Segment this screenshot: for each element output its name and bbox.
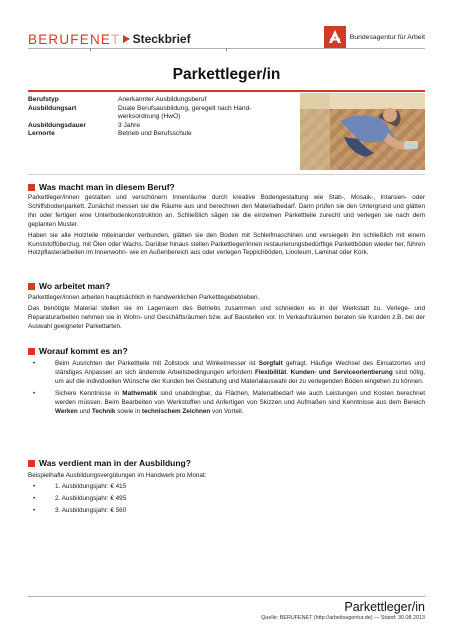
paragraph: Haben sie alle Holzteile miteinander verbunden, glätten sie den Boden mit Schleifmaschinen und versiegeln ihn schließlich mit einem Kunststoffüberzug, mit Ölen oder Wachs. Darüber hinaus stellen Parkettleger/innen restaurierungsbedürftige Parkettböden wieder her, führen Holzpflasterarbeiten im Innenwohn- wie im Außenbereich aus oder verlegen Teppichböden, Linoleum, Laminat oder Kork. [28, 231, 425, 257]
info-top-rule [28, 90, 425, 92]
bullet: • [33, 360, 36, 367]
page-title: Parkettleger/in [172, 66, 281, 83]
info-label: Berufstyp [28, 96, 59, 103]
section-body [28, 472, 425, 519]
header-tick [226, 48, 227, 51]
text-run: sind unabdingbar, da Flächen, Materialbedarf wie auch Leistungen und Kosten berechnet werden müssen. Beim Bearbeiten von Werkstoffen und Anfertigen von Skizzen und Aufmaßen sind Kenntnisse aus dem Bereich [55, 389, 426, 406]
info-row [28, 122, 278, 131]
footer-title: Parkettleger/in [344, 600, 425, 614]
agency-name: Bundesagentur für Arbeit [349, 33, 425, 41]
salary-item: 2. Ausbildungsjahr: € 495 [55, 494, 127, 502]
section-heading [28, 182, 175, 192]
section-heading [28, 346, 128, 356]
list-item [28, 360, 425, 387]
document-type: Steckbrief [132, 32, 191, 46]
agency-logo [324, 26, 425, 48]
info-row [28, 130, 278, 139]
section-body [28, 360, 425, 419]
paragraph: Beispielhafte Ausbildungsvergütungen im Handwerk pro Monat: [28, 472, 207, 479]
bullet: • [33, 506, 36, 514]
agency-emblem-icon [324, 26, 346, 48]
text-run: sind nötig, um auf die individuellen Wünsche der Kunden bei Gestaltung und Materialauswahl der zu verlegenden Böden eingehen zu können. [55, 368, 425, 385]
section-heading-text: Worauf kommt es an? [39, 346, 128, 356]
list-item [28, 507, 425, 516]
section-heading-text: Was macht man in diesem Beruf? [39, 182, 175, 192]
list-item [28, 390, 425, 417]
salary-item: 1. Ausbildungsjahr: € 415 [55, 482, 127, 490]
info-label: Lernorte [28, 130, 55, 138]
logo-arrow-icon [122, 34, 131, 44]
info-table [28, 96, 278, 139]
text-run: Sichere Kenntnisse in [55, 389, 123, 397]
salary-item: 3. Ausbildungsjahr: € 560 [55, 506, 127, 514]
list-item [28, 483, 425, 492]
section-marker-icon [28, 348, 35, 355]
info-value: 3 Jahre [118, 121, 140, 129]
info-bottom-rule [28, 174, 425, 175]
bullet-list [28, 483, 425, 516]
text-run: Beim Ausrichten der Parkettteile mit Zollstock und Winkelmesser ist [55, 360, 259, 367]
paragraph: Parkettleger/innen gestalten und verschönern Innenräume durch kreative Bodengestaltung wie Stab-, Mosaik-, Intarsien- oder Schiffsbodenparkett. Zunächst messen sie die Räume aus und berechnen den Materialbedarf. Dann prüfen sie den Untergrund und glätten ihn oder fertigen eine Unterbodenkonstruktion an. Schließlich sägen sie die einzelnen Parkettteile zurecht und verlegen sie nach dem geplanten Muster. [28, 194, 425, 228]
logo-text-tail: T [111, 31, 121, 47]
text-run: gefragt. Häufige Wechsel des Einsatzortes und ständiges Anpassen an sich ändernde Arbeitsbedingungen erfordern [55, 360, 425, 376]
info-label: Ausbildungsdauer [28, 121, 86, 129]
keyword: Kunden- und Serviceorientierung [290, 368, 393, 376]
list-item [28, 495, 425, 504]
info-value: Duale Berufsausbildung, geregelt nach Hand- [118, 104, 252, 112]
text-run: . [286, 368, 291, 376]
keyword: Mathematik [122, 389, 158, 397]
paragraph: Das benötigte Material stellen sie im Lagerraum des Betriebs zusammen und schneiden es in der Werkstatt zu. Verlege- und Reparaturarbeiten nehmen sie in Wohn- und Geschäftsräumen bzw. auf Baustellen vor. In Verkaufsräumen beraten sie Kunden z.B. bei der Auswahl geeigneter Parkettarten. [28, 304, 425, 330]
header-tick [90, 48, 91, 51]
berufenet-logo [28, 28, 191, 50]
text-run: von Vorteil. [210, 407, 244, 415]
info-value: Anerkannter Ausbildungsberuf [118, 96, 207, 103]
text-run: und [77, 407, 92, 415]
bullet: • [33, 494, 36, 502]
info-value-continued: werksordnung (HwO) [118, 113, 181, 121]
bullet: • [33, 482, 36, 490]
section-marker-icon [28, 184, 35, 191]
keyword: Werken [55, 407, 78, 415]
section-heading-text: Was verdient man in der Ausbildung? [39, 458, 191, 468]
paragraph: Parkettleger/innen arbeiten hauptsächlich in handwerklichen Parkettlegebetrieben. [28, 294, 260, 301]
info-label: Ausbildungsart [28, 104, 77, 112]
section-heading [28, 281, 110, 291]
logo-text: BERUFENE [28, 31, 112, 47]
text-run: sowie in [115, 407, 142, 415]
keyword: Sorgfalt [258, 360, 283, 367]
section-body [28, 294, 425, 334]
footer-divider [28, 596, 425, 597]
bullet: • [33, 389, 36, 397]
parquet-worker-photo [300, 93, 425, 170]
section-marker-icon [28, 460, 35, 467]
info-row [28, 105, 278, 122]
section-heading [28, 458, 191, 468]
keyword: Flexibilität [254, 368, 287, 376]
section-marker-icon [28, 283, 35, 290]
keyword: Technik [91, 407, 116, 415]
footer-source: Quelle: BERUFENET (http://arbeitsagentur.de) — Stand: 30.08.2013 [261, 615, 425, 621]
section-body [28, 194, 425, 260]
info-row [28, 96, 278, 105]
section-heading-text: Wo arbeitet man? [39, 281, 111, 291]
info-value: Betrieb und Berufsschule [118, 130, 192, 138]
bullet-list [28, 360, 425, 416]
keyword: technischem Zeichnen [141, 407, 211, 415]
